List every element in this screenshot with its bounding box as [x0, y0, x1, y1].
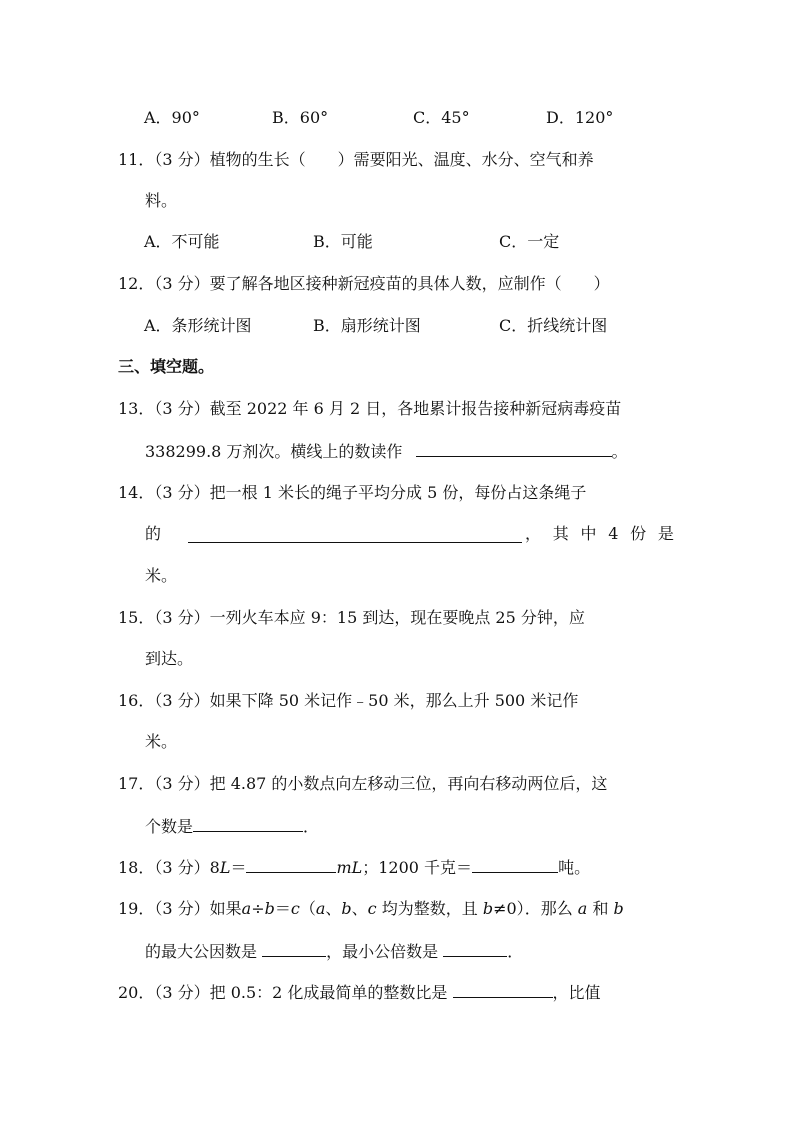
- q13-stem: 13．（3 分）截至 2022 年 6 月 2 日，各地累计报告接种新冠病毒疫苗: [118, 399, 622, 418]
- q11-option-c: C．一定: [499, 232, 560, 251]
- q10-option-c: C．45°: [413, 108, 470, 127]
- q19-and: 和: [592, 899, 609, 918]
- q20-end: ，比值: [552, 983, 601, 1002]
- q10-options: [118, 103, 674, 133]
- q19-var-b-3: b: [482, 899, 494, 918]
- q19-tail: ．那么: [524, 899, 573, 918]
- q18-unit-ml: mL: [336, 858, 363, 877]
- q19-var-a-2: a: [315, 899, 326, 918]
- q10-option-b: B．60°: [272, 108, 329, 127]
- q14-stem-end: 米。: [145, 566, 178, 585]
- q19-stem-cont: [145, 936, 674, 966]
- q11-option-a: A．不可能: [144, 232, 220, 251]
- q14-stem-cont: [145, 519, 674, 549]
- q19-div: ÷: [251, 899, 265, 918]
- q19-var-b: b: [264, 899, 275, 918]
- q13-stem-cont: [145, 436, 674, 466]
- q14-tail-4: 份: [630, 524, 647, 543]
- q17-text: 个数是: [145, 817, 194, 836]
- q17-stem-cont: [145, 811, 674, 841]
- q18-unit-l: L: [219, 858, 231, 877]
- q19-pre: 19．（3 分）如果: [118, 899, 242, 918]
- q12-stem: 12．（3 分）要了解各地区接种新冠疫苗的具体人数，应制作（ ）: [118, 274, 610, 293]
- q10-option-d: D．120°: [546, 108, 614, 127]
- q14-answer-blank[interactable]: [188, 522, 522, 543]
- q15-stem-cont: 到达。: [145, 649, 194, 668]
- q12-option-b: B．扇形统计图: [313, 316, 421, 335]
- q19-answer-blank-2[interactable]: [443, 936, 507, 957]
- q14-tail-5: 是: [657, 524, 674, 543]
- q19-sep-2: 、: [351, 899, 368, 918]
- q11-option-b: B．可能: [313, 232, 373, 251]
- q14-tail-0: ，: [525, 524, 542, 543]
- q18-end: 吨。: [558, 858, 591, 877]
- q11-options: [118, 227, 674, 257]
- q19-paren: （: [299, 899, 316, 918]
- q12-option-c: C．折线统计图: [499, 316, 608, 335]
- q10-option-a: A．90°: [144, 108, 200, 127]
- section-heading: 三、填空题。: [118, 357, 215, 376]
- q17-answer-blank[interactable]: [193, 811, 303, 832]
- q18-answer-blank-2[interactable]: [472, 852, 558, 873]
- q19-cond: 均为整数，且: [381, 899, 478, 918]
- q17-stem: 17．（3 分）把 4.87 的小数点向左移动三位，再向右移动两位后，这: [118, 774, 608, 793]
- q19-var-b-4: b: [613, 899, 624, 918]
- q19-var-c: c: [290, 899, 300, 918]
- q19-end: ．: [507, 942, 524, 961]
- q18-answer-blank-1[interactable]: [246, 852, 336, 873]
- q13-end: 。: [611, 442, 628, 461]
- q14-tail-3: 4: [608, 524, 619, 543]
- q19-answer-blank-1[interactable]: [262, 936, 326, 957]
- q18-mid: ；1200 千克＝: [362, 858, 473, 877]
- q12-options: [118, 311, 674, 341]
- q20-stem: [118, 977, 674, 1007]
- q18-pre: 18．（3 分）8: [118, 858, 220, 877]
- q19-sep-1: 、: [325, 899, 342, 918]
- q11-stem: 11．（3 分）植物的生长（ ）需要阳光、温度、水分、空气和养: [118, 150, 594, 169]
- q20-answer-blank[interactable]: [453, 977, 553, 998]
- q13-text: 338299.8 万剂次。横线上的数读作: [145, 442, 403, 461]
- q17-end: ．: [303, 817, 320, 836]
- q19-var-a-3: a: [577, 899, 588, 918]
- q16-stem-cont: 米。: [145, 732, 178, 751]
- q15-stem: 15．（3 分）一列火车本应 9：15 到达，现在要晚点 25 分钟，应: [118, 608, 585, 627]
- q14-stem: 14．（3 分）把一根 1 米长的绳子平均分成 5 份，每份占这条绳子: [118, 483, 587, 502]
- q14-tail-2: 中: [580, 524, 597, 543]
- q20-pre: 20．（3 分）把 0.5：2 化成最简单的整数比是: [118, 983, 448, 1002]
- q18-stem: [118, 852, 674, 882]
- q19-var-a: a: [241, 899, 252, 918]
- q11-stem-cont: 料。: [145, 191, 178, 210]
- q13-answer-blank[interactable]: [416, 436, 612, 457]
- q19-eq: ＝: [274, 899, 291, 918]
- q19-line2a: 的最大公因数是: [145, 942, 258, 961]
- q19-var-b-2: b: [341, 899, 352, 918]
- q16-stem: 16．（3 分）如果下降 50 米记作﹣50 米，那么上升 500 米记作: [118, 691, 579, 710]
- q14-tail-1: 其: [552, 524, 569, 543]
- q18-eq: ＝: [230, 858, 247, 877]
- q14-tail: [525, 519, 674, 549]
- q12-option-a: A．条形统计图: [144, 316, 252, 335]
- q19-var-c-2: c: [367, 899, 377, 918]
- q19-neq: ≠0）: [493, 899, 525, 918]
- q14-de: 的: [145, 524, 162, 543]
- q19-stem: [118, 894, 674, 924]
- q19-line2b: ，最小公倍数是: [326, 942, 439, 961]
